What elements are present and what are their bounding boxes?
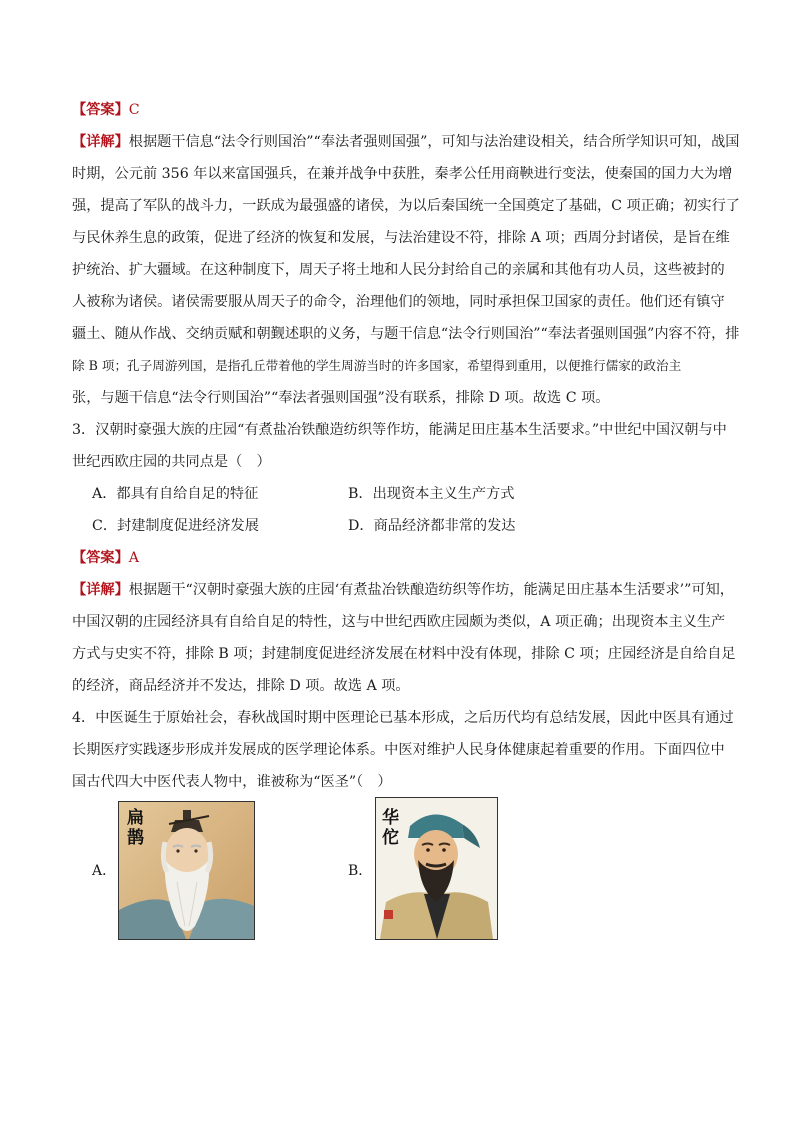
q3-detail-line-1: 【详解】根据题干“汉朝时豪强大族的庄园‘有煮盐冶铁酿造纺织等作坊，能满足田庄基本生活要求’”可知，	[72, 582, 734, 598]
q4-choice-a-name: 扁鹊	[127, 808, 144, 848]
q2-detail-tag: 【详解】	[72, 134, 129, 150]
q3-option-c[interactable]: C．封建制度促进经济发展	[92, 518, 259, 534]
q4-choice-b-label[interactable]: B．	[348, 863, 373, 879]
q2-answer-line	[72, 100, 140, 120]
q4-stem-line-3: 国古代四大中医代表人物中，谁被称为“医圣”（ ）	[72, 774, 392, 790]
q3-detail-tag: 【详解】	[72, 582, 129, 598]
q2-detail-line-9: 张，与题干信息“法令行则国治”“奉法者强则国强”没有联系，排除 D 项。故选 C 项。	[72, 390, 610, 406]
q2-detail-line-2: 时期，公元前 356 年以来富国强兵，在兼并战争中获胜，秦孝公任用商鞅进行变法，使秦国的国力大为增	[72, 166, 733, 182]
q4-choice-a-portrait[interactable]	[118, 801, 255, 940]
q2-detail-line-4: 与民休养生息的政策，促进了经济的恢复和发展，与法治建设不符，排除 A 项；西周分封诸侯，是旨在维	[72, 230, 730, 246]
q4-stem-line-2: 长期医疗实践逐步形成并发展成的医学理论体系。中医对维护人民身体健康起着重要的作用。下面四位中	[72, 742, 725, 758]
q2-answer-tag: 【答案】	[72, 102, 129, 118]
q3-detail-line-4: 的经济，商品经济并不发达，排除 D 项。故选 A 项。	[72, 678, 410, 694]
q4-stem-line-1: 4．中医诞生于原始社会，春秋战国时期中医理论已基本形成，之后历代均有总结发展，因此中医具有通过	[72, 710, 734, 726]
q2-detail-line-5: 护统治、扩大疆域。在这种制度下，周天子将土地和人民分封给自己的亲属和其他有功人员，这些被封的	[72, 262, 725, 278]
q2-detail-line-1: 【详解】根据题干信息“法令行则国治”“奉法者强则国强”，可知与法治建设相关，结合所学知识可知，战国	[72, 134, 740, 150]
q3-option-b[interactable]: B．出现资本主义生产方式	[348, 486, 515, 502]
q2-detail-line-8: 除 B 项；孔子周游列国，是指孔丘带着他的学生周游当时的许多国家，希望得到重用，以便推行儒家的政治主	[72, 358, 682, 373]
q3-detail-line-3: 方式与史实不符，排除 B 项；封建制度促进经济发展在材料中没有体现，排除 C 项；庄园经济是自给自足	[72, 646, 736, 662]
q2-detail-line-6: 人被称为诸侯。诸侯需要服从周天子的命令，治理他们的领地，同时承担保卫国家的责任。他们还有镇守	[72, 294, 725, 310]
q3-detail-line-2: 中国汉朝的庄园经济具有自给自足的特性，这与中世纪西欧庄园颇为类似，A 项正确；出现资本主义生产	[72, 614, 726, 630]
q3-stem-line-1: 3．汉朝时豪强大族的庄园“有煮盐冶铁酿造纺织等作坊，能满足田庄基本生活要求。”中世纪中国汉朝与中	[72, 422, 727, 438]
q2-detail-line-7: 疆土、随从作战、交纳贡赋和朝觐述职的义务，与题干信息“法令行则国治”“奉法者强则国强”内容不符，排	[72, 326, 740, 342]
q2-answer-value: C	[128, 102, 140, 118]
q3-option-d[interactable]: D．商品经济都非常的发达	[348, 518, 516, 534]
q3-stem-line-2: 世纪西欧庄园的共同点是（ ）	[72, 454, 271, 470]
q2-detail-line-3: 强，提高了军队的战斗力，一跃成为最强盛的诸侯，为以后秦国统一全国奠定了基础，C 项正确；初实行了	[72, 198, 740, 214]
q3-answer-line	[72, 548, 139, 568]
q3-option-a[interactable]: A．都具有自给自足的特征	[92, 486, 259, 502]
q4-choice-b-name: 华佗	[382, 808, 399, 848]
q3-answer-value: A	[128, 550, 140, 566]
q4-choice-a-label[interactable]: A．	[92, 863, 117, 879]
q4-choice-b-portrait[interactable]	[375, 797, 498, 940]
q3-answer-tag: 【答案】	[72, 550, 129, 566]
